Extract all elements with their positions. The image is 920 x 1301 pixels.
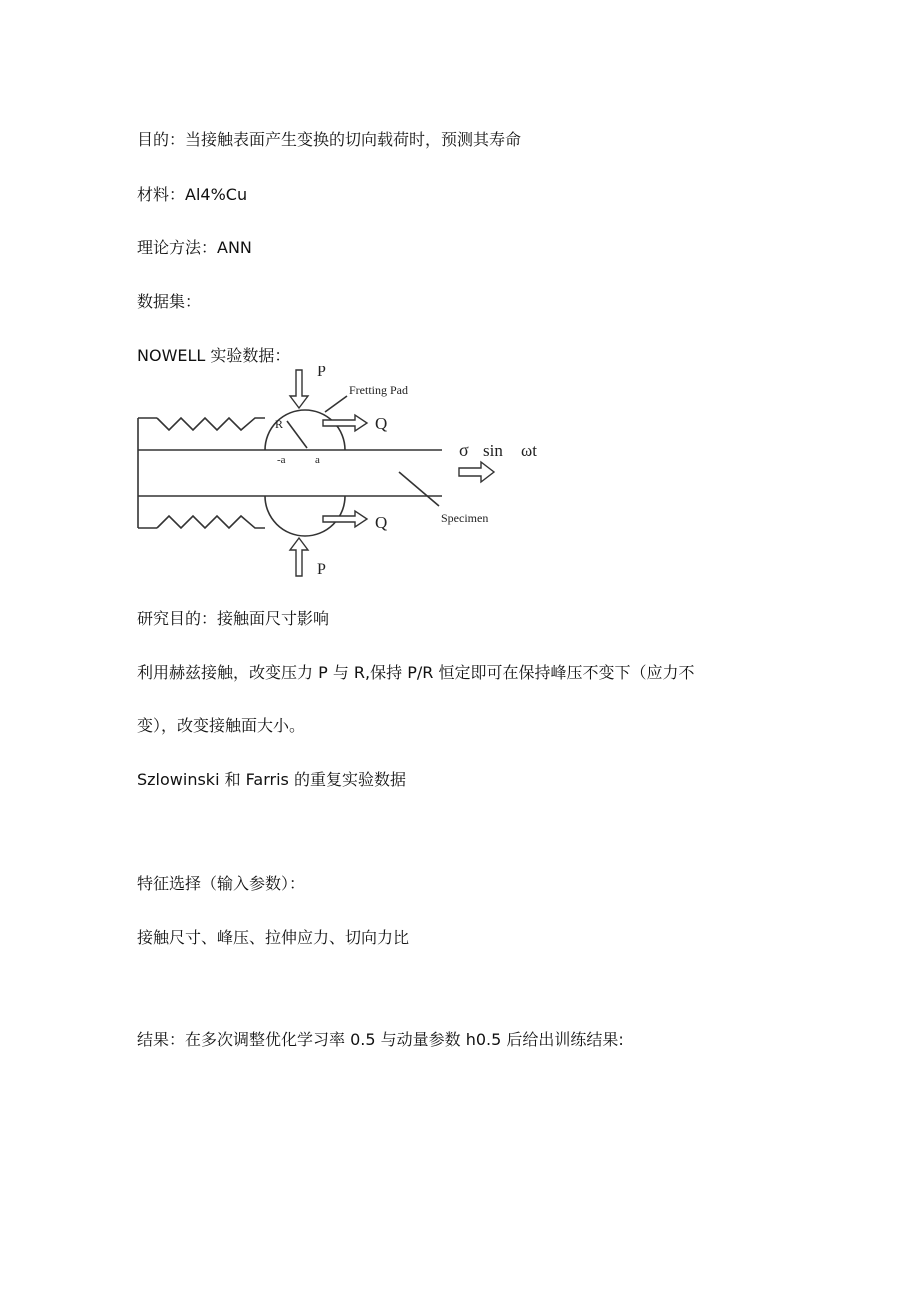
label-sin: sin	[483, 441, 503, 460]
research-goal-line: 研究目的：接触面尺寸影响	[137, 609, 330, 628]
result-line: 结果：在多次调整优化学习率 0.5 与动量参数 h0.5 后给出训练结果:	[137, 1030, 624, 1049]
label-specimen: Specimen	[441, 511, 489, 525]
spring-bottom	[157, 516, 265, 528]
arrow-sigma	[459, 462, 494, 482]
label-q-top: Q	[375, 414, 388, 433]
arrow-q-bottom	[323, 511, 367, 527]
hertz-line-2: 变），改变接触面大小。	[137, 716, 306, 735]
arrow-p-bottom	[290, 538, 308, 576]
purpose-line: 目的：当接触表面产生变换的切向载荷时，预测其寿命	[137, 130, 522, 149]
nowell-line: NOWELL 实验数据：	[137, 346, 291, 365]
hertz-line-1: 利用赫兹接触，改变压力 P 与 R,保持 P/R 恒定即可在保持峰压不变下（应力不	[137, 663, 695, 682]
features-line: 特征选择（输入参数）：	[137, 874, 306, 893]
label-r: R	[275, 417, 284, 431]
material-line: 材料：Al4%Cu	[137, 185, 248, 204]
feature-list-line: 接触尺寸、峰压、拉伸应力、切向力比	[137, 928, 410, 947]
dataset-line: 数据集：	[137, 292, 202, 311]
label-omega-t: ωt	[521, 441, 537, 460]
label-p-bottom: P	[317, 561, 326, 578]
repeat-data-line: Szlowinski 和 Farris 的重复实验数据	[137, 770, 406, 789]
label-q-bottom: Q	[375, 513, 388, 532]
label-sigma: σ	[459, 440, 469, 460]
label-fretting-pad: Fretting Pad	[349, 383, 408, 397]
spring-top	[157, 418, 265, 430]
label-p-top: P	[317, 366, 326, 380]
method-line: 理论方法：ANN	[137, 238, 252, 257]
label-neg-a: -a	[277, 454, 286, 466]
fretting-diagram	[137, 366, 557, 578]
arrow-p-top	[290, 370, 308, 408]
label-a: a	[315, 454, 320, 466]
